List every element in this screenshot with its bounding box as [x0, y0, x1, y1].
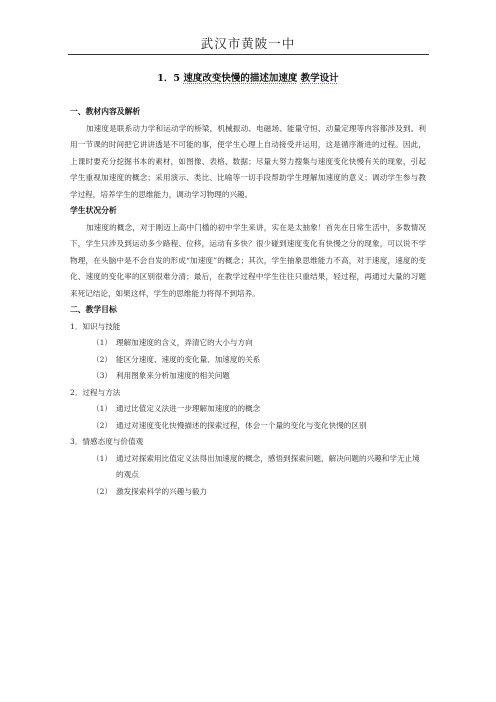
- objective-item-text: 通过比值定义法进一步理解加速度的的概念: [116, 404, 261, 413]
- title-prefix: 1．5: [157, 73, 181, 84]
- objective-group-label: 1．知识与技能: [70, 321, 121, 331]
- objective-item: [70, 484, 426, 501]
- objective-item: [70, 451, 426, 484]
- page-header-school: 武汉市黄陂一中: [200, 36, 296, 51]
- objective-item-number: （1）: [92, 338, 113, 347]
- objective-item: [70, 352, 426, 369]
- section-heading-students: 学生状况分析: [70, 206, 117, 215]
- paragraph-students: 加速度的概念，对于刚迈上高中门槛的初中学生来讲，实在是太抽象！首先在日常生活中，多数情况下，学生只涉及到运动多少路程、位移，运动有多快？很少碰到速度变化有快慢之分的现象，可以说不学物理，在头脑中是不会自发的形成“加速度”的概念；其次，学生抽象思维能力不高，对于速度，速度的变化、速度的变化率的区别很难分清；最后，在教学过程中学生往往只重结果，轻过程，再通过大量的习题来死记结论，如果这样，学生的思维能力将得不到培养。: [70, 222, 426, 298]
- objective-item: [70, 368, 426, 385]
- title-main: 速度改变快慢的描述加速度: [183, 73, 298, 84]
- objective-item-number: （1）: [92, 453, 113, 463]
- objective-item-text: 通过对速度变化快慢描述的探索过程，体会一个量的变化与变化快慢的区别: [116, 420, 367, 430]
- objective-item-text: 利用图象来分析加速度的相关问题: [116, 371, 230, 380]
- document-body: [70, 104, 426, 500]
- objective-item-number: （3）: [92, 371, 113, 380]
- objective-item-number: （1）: [92, 404, 113, 413]
- objective-group-label: 3．情感态度与价值观: [70, 437, 144, 446]
- objective-item: [70, 418, 426, 435]
- objective-group-label: 2．过程与方法: [70, 387, 121, 397]
- objective-item: [70, 401, 426, 418]
- objective-item-text: 理解加速度的含义，弄清它的大小与方向: [116, 338, 253, 347]
- objective-item-number: （2）: [92, 486, 113, 496]
- document-title: [0, 70, 496, 84]
- objective-item: [70, 335, 426, 352]
- title-suffix: 教学设计: [300, 73, 339, 84]
- objective-item-number: （2）: [92, 420, 113, 430]
- objective-item-number: （2）: [92, 354, 113, 364]
- objective-item-text: 能区分速度、速度的变化量、加速度的关系: [116, 354, 261, 364]
- objective-item-text: 通过对探索用比值定义法得出加速度的概念，感悟到探索问题，解决问题的兴趣和学无止境的观点: [116, 453, 420, 479]
- section-heading-objectives: 二、教学目标: [70, 305, 117, 314]
- paragraph-materials: 加速度是联系动力学和运动学的桥梁，机械振动、电磁场、能量守恒、动量定理等内容都涉及到。利用一节课的时间把它讲讲透是不可能的事，使学生心理上自动接受并运用，这是循序渐进的过程。因此，上课时要充分挖掘书本的素材，如图像、表格、数据；尽量大努力搜集与速度变化快慢有关的现象，引起学生重视加速度的概念；采用演示、类比、比喻等一切手段帮助学生理解加速度的意义；调动学生参与教学过程，培养学生的思维能力，调动学习物理的兴趣。: [70, 123, 426, 199]
- header-divider: [68, 54, 429, 55]
- section-heading-materials: 一、教材内容及解析: [70, 107, 141, 116]
- objective-item-text: 激发探索科学的兴趣与毅力: [116, 486, 208, 496]
